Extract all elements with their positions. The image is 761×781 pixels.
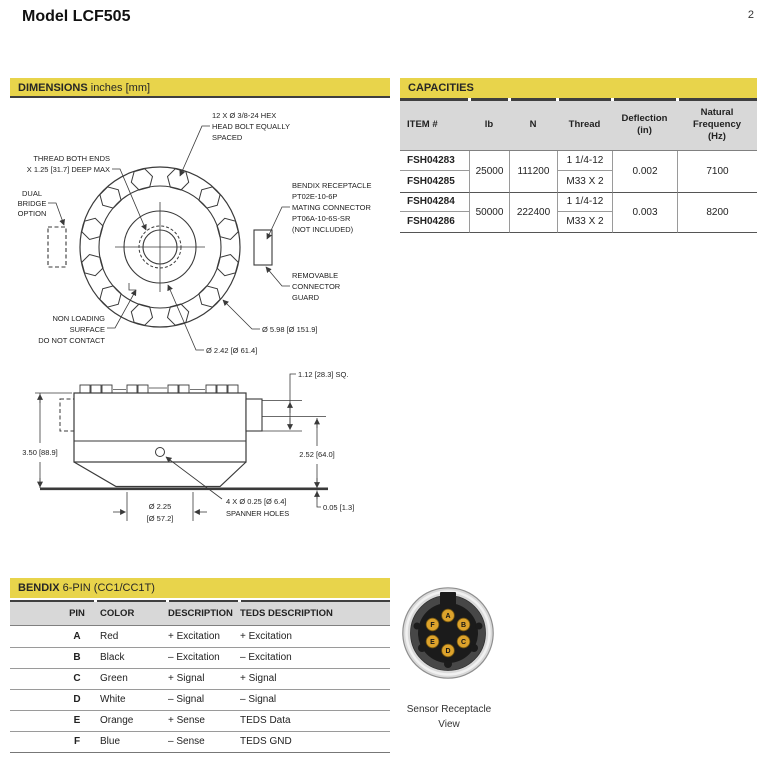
natural-frequency-value: 8200 bbox=[677, 192, 757, 233]
wire-color: White bbox=[100, 693, 126, 705]
dual-bridge-block bbox=[48, 227, 66, 267]
receptacle-note: BENDIX RECEPTACLE bbox=[292, 181, 372, 190]
front-view-labels bbox=[18, 111, 372, 355]
capacity-n: 222400 bbox=[509, 192, 557, 233]
capacity-lb: 50000 bbox=[469, 192, 509, 233]
receptacle-caption bbox=[389, 702, 509, 732]
capacity-lb: 25000 bbox=[469, 151, 509, 192]
receptacle-caption-line1: Sensor Receptacle bbox=[406, 704, 492, 715]
capacities-col-item: ITEM # bbox=[400, 101, 469, 151]
item-number: FSH04285 bbox=[407, 175, 455, 187]
bendix-row-b bbox=[10, 647, 390, 669]
bolt-note: SPACED bbox=[212, 133, 243, 142]
bendix-col-color: COLOR bbox=[100, 608, 135, 619]
non-loading-note: DO NOT CONTACT bbox=[38, 336, 105, 345]
item-number: FSH04284 bbox=[400, 192, 469, 213]
bendix-row-a bbox=[10, 626, 390, 648]
dimensions-section-header bbox=[10, 78, 390, 98]
non-loading-hook bbox=[129, 283, 136, 290]
pin-description: – Sense bbox=[168, 736, 205, 748]
capacities-col-n: N bbox=[509, 101, 557, 151]
receptacle-note: (NOT INCLUDED) bbox=[292, 225, 354, 234]
pin-label-e: E bbox=[430, 639, 435, 646]
pin-id: A bbox=[73, 630, 81, 642]
capacities-col-lb: lb bbox=[469, 101, 509, 151]
spanner-note: 4 X Ø 0.25 [Ø 6.4] bbox=[226, 497, 287, 506]
bendix-row-e bbox=[10, 710, 390, 732]
dimensions-drawing bbox=[10, 100, 390, 578]
deflection-value: 0.003 bbox=[612, 192, 677, 233]
dimensions-title: DIMENSIONS bbox=[18, 82, 88, 94]
bolt-note: HEAD BOLT EQUALLY bbox=[212, 122, 290, 131]
receptacle-keyway bbox=[440, 592, 456, 606]
dimensions-units-label: inches [mm] bbox=[90, 82, 151, 94]
sensor-receptacle-figure bbox=[399, 584, 499, 684]
pin-label-d: D bbox=[445, 648, 451, 655]
hex-bolt bbox=[195, 183, 224, 212]
hex-bolt bbox=[96, 282, 125, 311]
pin-description: + Signal bbox=[168, 672, 205, 684]
pin-description: + Excitation bbox=[168, 630, 220, 642]
spanner-note: SPANNER HOLES bbox=[226, 509, 290, 518]
bendix-row-c bbox=[10, 668, 390, 690]
dual-bridge-note: OPTION bbox=[17, 209, 47, 218]
page-number: 2 bbox=[747, 9, 754, 21]
pin-id: F bbox=[73, 736, 81, 748]
teds-description: – Signal bbox=[240, 693, 277, 705]
item-number: FSH04283 bbox=[400, 151, 469, 172]
pin-id: B bbox=[73, 651, 81, 663]
side-dual-bridge-block bbox=[60, 399, 74, 431]
thread-note: X 1.25 [31.7] DEEP MAX bbox=[26, 165, 110, 174]
wire-color: Red bbox=[100, 630, 119, 642]
inner-diameter-label: Ø 2.42 [Ø 61.4] bbox=[206, 346, 258, 355]
side-skirt bbox=[74, 462, 246, 487]
deflection-value: 0.002 bbox=[612, 151, 677, 192]
bendix-col-description: DESCRIPTION bbox=[168, 608, 233, 619]
dual-bridge-note: BRIDGE bbox=[17, 199, 47, 208]
pin-id: D bbox=[73, 693, 81, 705]
bendix-subtitle: 6-PIN (CC1/CC1T) bbox=[62, 582, 155, 594]
bolt-circle-dim-label: [Ø 57.2] bbox=[146, 514, 174, 523]
thread-value: M33 X 2 bbox=[557, 212, 612, 233]
item-number: FSH04286 bbox=[400, 212, 469, 233]
connector-guard-block bbox=[254, 230, 272, 265]
guard-note: REMOVABLE bbox=[292, 271, 339, 280]
capacities-table bbox=[400, 101, 757, 233]
capacities-col-natural-frequency: Natural Frequency (Hz) bbox=[677, 101, 757, 151]
capacities-col-thread: Thread bbox=[557, 101, 612, 151]
non-loading-note: SURFACE bbox=[69, 325, 105, 334]
teds-description: + Excitation bbox=[240, 630, 292, 642]
capacity-n: 111200 bbox=[509, 151, 557, 192]
receptacle-caption-line2: View bbox=[438, 719, 460, 730]
pin-description: – Excitation bbox=[168, 651, 220, 663]
receptacle-note: PT02E-10-6P bbox=[292, 192, 338, 201]
teds-description: – Excitation bbox=[240, 651, 292, 663]
pin-id: C bbox=[73, 672, 81, 684]
thread-note: THREAD BOTH ENDS bbox=[33, 154, 110, 163]
bolt-note: 12 X Ø 3/8-24 HEX bbox=[212, 111, 277, 120]
hex-bolt bbox=[195, 282, 224, 311]
bolt-circle-dim-label: Ø 2.25 bbox=[148, 502, 172, 511]
pin-description: – Signal bbox=[168, 693, 205, 705]
page-title: Model LCF505 bbox=[22, 8, 131, 25]
non-loading-note: NON LOADING bbox=[52, 314, 105, 323]
side-bolt-heads bbox=[80, 385, 238, 393]
outer-diameter-label: Ø 5.98 [Ø 151.9] bbox=[262, 325, 318, 334]
bendix-title: BENDIX bbox=[18, 582, 60, 594]
hex-bolt bbox=[96, 183, 125, 212]
pin-id: E bbox=[73, 714, 81, 726]
thread-value: M33 X 2 bbox=[557, 171, 612, 192]
receptacle-note: MATING CONNECTOR bbox=[292, 203, 371, 212]
mid-height-dim-label: 2.52 [64.0] bbox=[299, 450, 335, 459]
side-connector-block bbox=[246, 399, 262, 431]
capacities-section-header bbox=[400, 78, 757, 98]
height-dim-label: 3.50 [88.9] bbox=[22, 448, 58, 457]
wire-color: Green bbox=[100, 672, 128, 684]
base-gap-dim-label: 0.05 [1.3] bbox=[323, 503, 355, 512]
pin-description: + Sense bbox=[168, 714, 205, 726]
wire-color: Blue bbox=[100, 736, 121, 748]
wire-color: Black bbox=[100, 651, 125, 663]
capacities-col-deflection: Deflection (in) bbox=[612, 101, 677, 151]
bendix-col-pin: PIN bbox=[69, 608, 85, 619]
capacities-title: CAPACITIES bbox=[408, 82, 474, 94]
dual-bridge-note: DUAL bbox=[21, 189, 43, 198]
guard-note: CONNECTOR bbox=[292, 282, 341, 291]
bendix-row-d bbox=[10, 689, 390, 711]
guard-note: GUARD bbox=[292, 293, 320, 302]
pin-label-a: A bbox=[445, 613, 451, 620]
thread-value: 1 1/4-12 bbox=[557, 151, 612, 172]
pin-label-c: C bbox=[460, 639, 467, 646]
bendix-col-teds-description: TEDS DESCRIPTION bbox=[240, 608, 333, 619]
spanner-hole bbox=[156, 448, 165, 457]
teds-description: + Signal bbox=[240, 672, 277, 684]
bendix-table-header bbox=[10, 602, 390, 626]
bendix-section-header bbox=[10, 578, 390, 598]
teds-description: TEDS Data bbox=[240, 714, 291, 726]
wire-color: Orange bbox=[100, 714, 134, 726]
thread-value: 1 1/4-12 bbox=[557, 192, 612, 213]
teds-description: TEDS GND bbox=[240, 736, 292, 748]
natural-frequency-value: 7100 bbox=[677, 151, 757, 192]
square-dim-label: 1.12 [28.3] SQ. bbox=[298, 370, 349, 379]
pin-label-b: B bbox=[460, 622, 467, 629]
receptacle-note: PT06A-10-6S-SR bbox=[292, 214, 351, 223]
pin-label-f: F bbox=[430, 622, 435, 629]
side-body bbox=[74, 393, 246, 462]
bendix-row-f bbox=[10, 731, 390, 753]
